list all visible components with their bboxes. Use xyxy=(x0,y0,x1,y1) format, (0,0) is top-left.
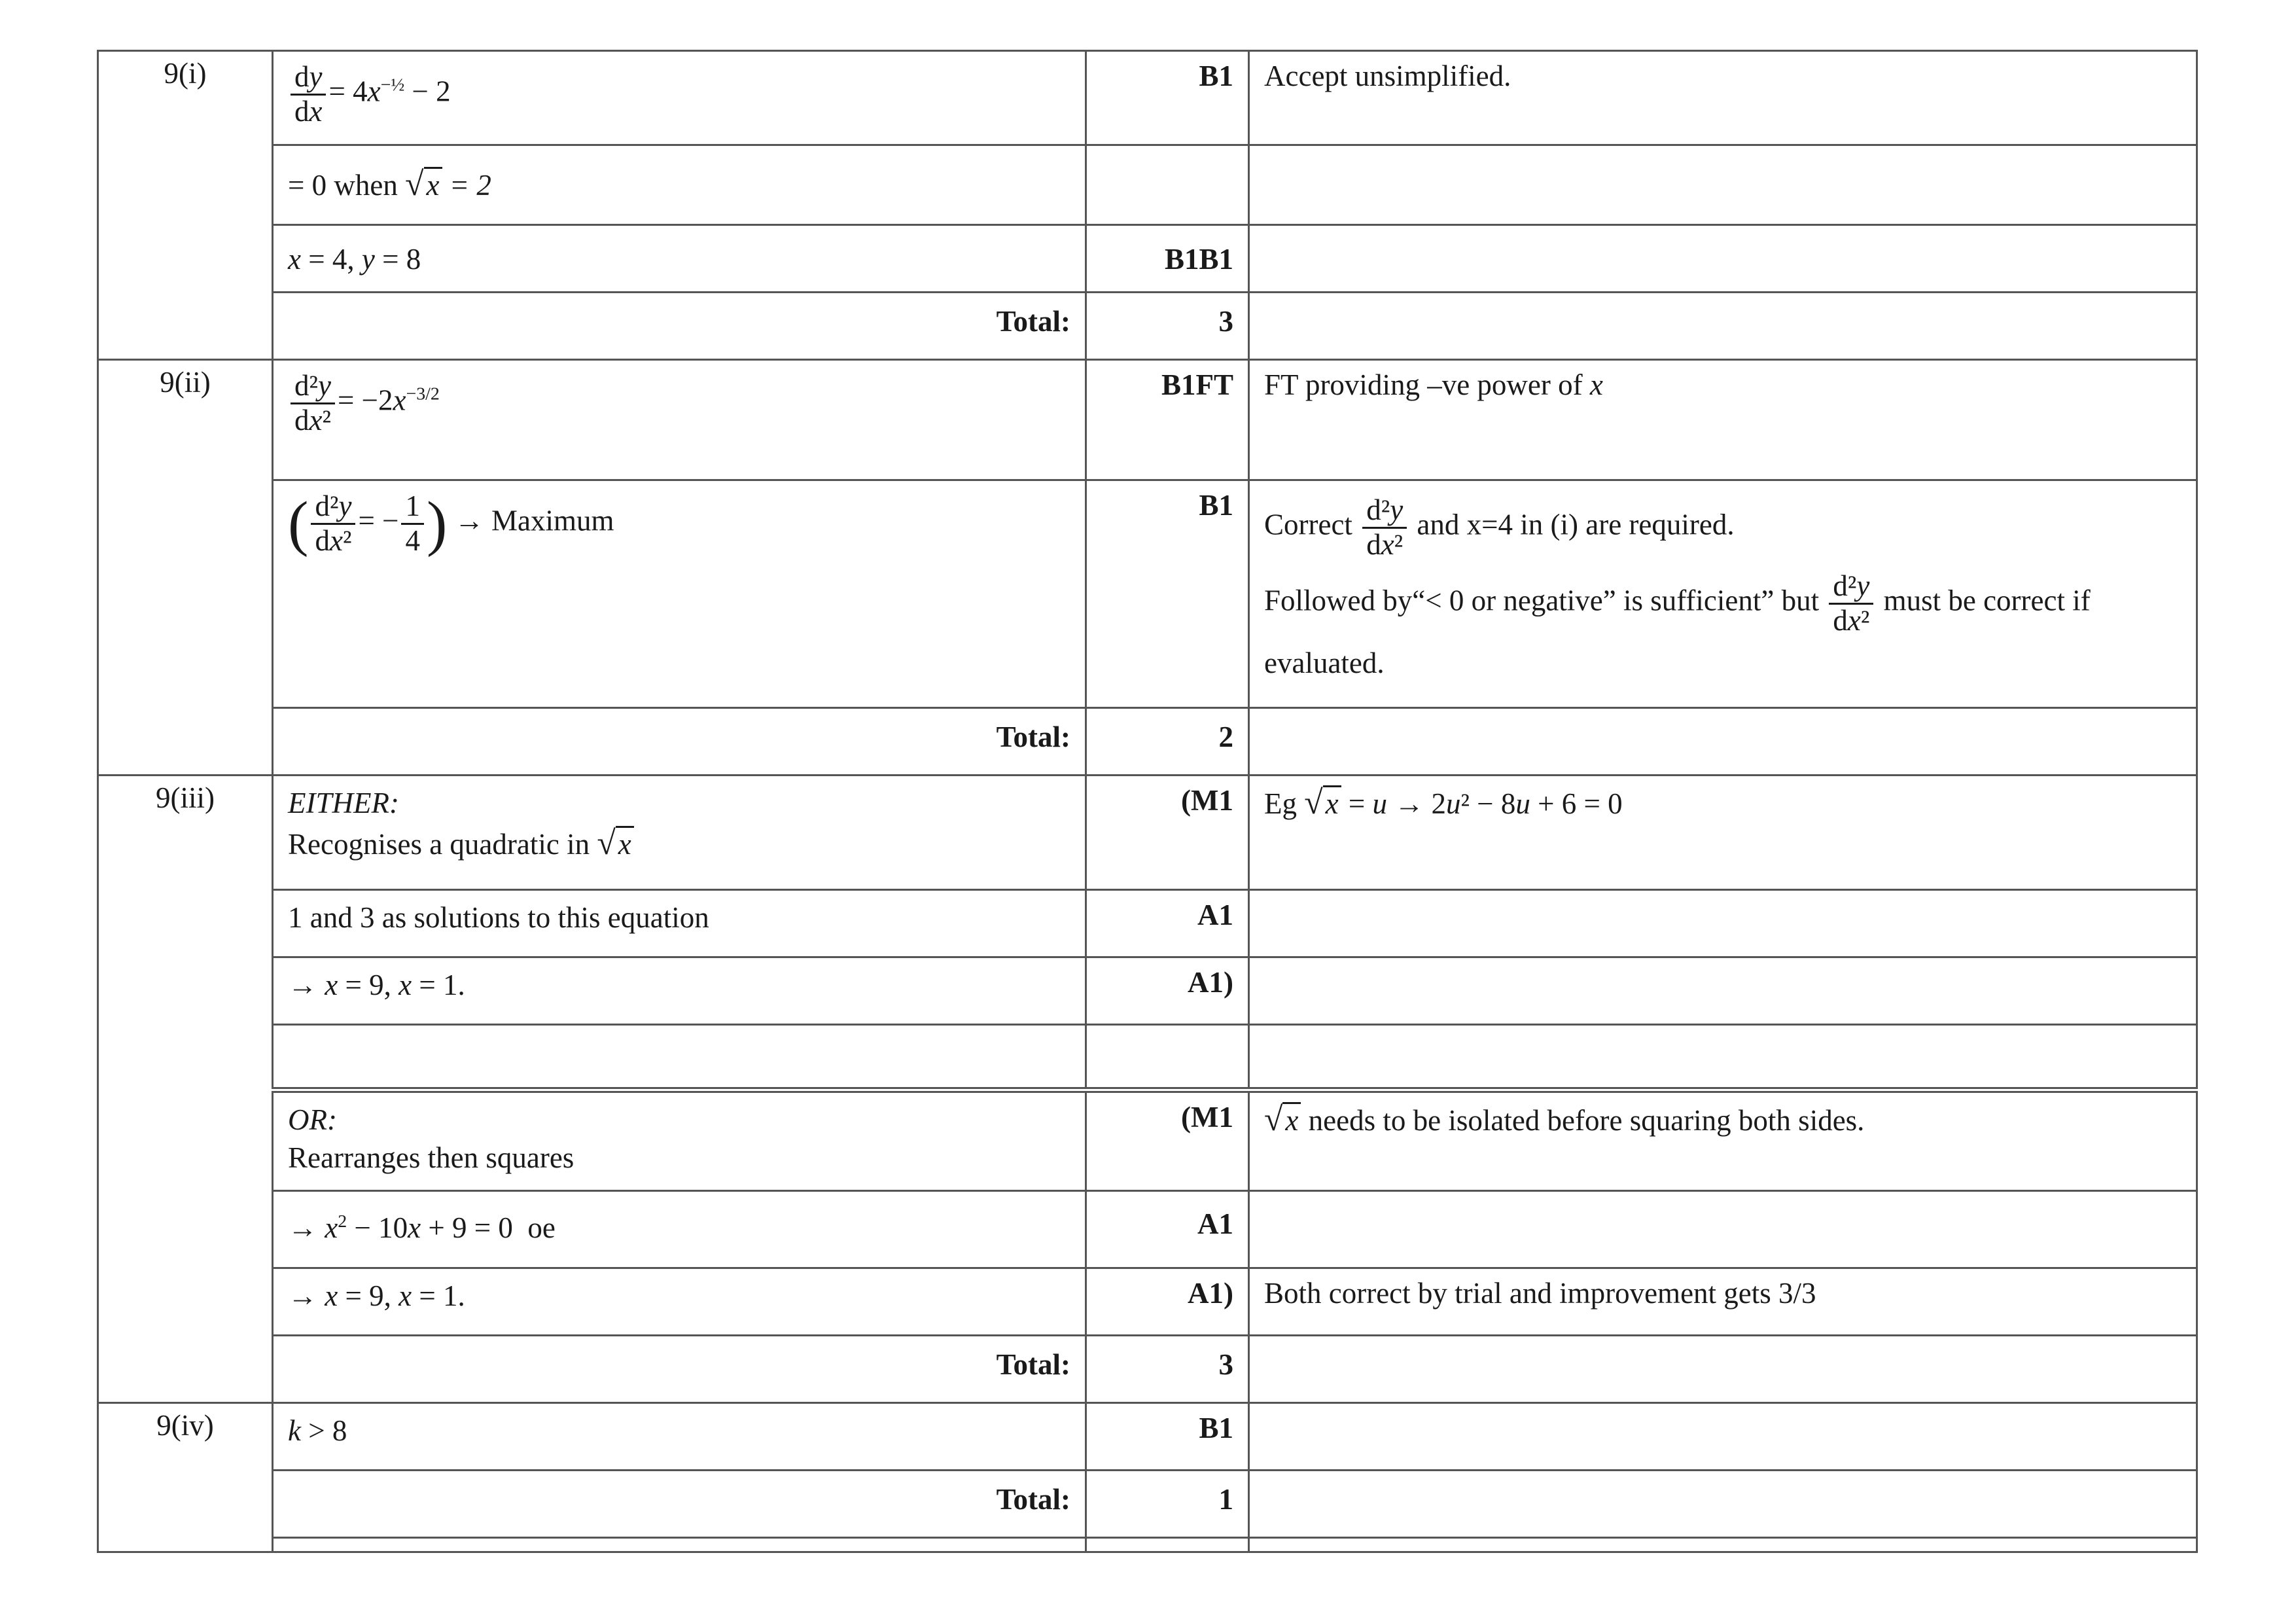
answer-cell: x = 4, y = 8 xyxy=(273,225,1086,293)
mark-scheme-table xyxy=(97,50,2198,1553)
guidance-cell xyxy=(1249,708,2197,776)
mark-cell xyxy=(1086,1538,1249,1552)
guidance-cell xyxy=(1249,293,2197,360)
guidance-cell xyxy=(1249,1336,2197,1403)
total-row xyxy=(98,293,2197,360)
answer-cell: → $x^2 - 10x + 9 = 0$ oe xyxy=(273,1191,1086,1268)
total-value: 1 xyxy=(1086,1471,1249,1538)
answer-cell: → x = 9, x = 1. xyxy=(273,957,1086,1025)
mark-cell: (M1 xyxy=(1086,776,1249,890)
answer-cell: → x = 9, x = 1. xyxy=(273,1268,1086,1336)
total-row xyxy=(98,1336,2197,1403)
table-row xyxy=(98,360,2197,480)
answer-cell xyxy=(273,1538,1086,1552)
guidance-cell: Both correct by trial and improvement gets 3/3 xyxy=(1249,1268,2197,1336)
guidance-cell xyxy=(1249,225,2197,293)
question-label: 9(iii) xyxy=(98,776,273,1403)
table-row xyxy=(98,51,2197,145)
total-value: 3 xyxy=(1086,1336,1249,1403)
guidance-cell: FT providing –ve power of x xyxy=(1249,360,2197,480)
mark-cell xyxy=(1086,1025,1249,1090)
answer-cell: $\frac{dy}{dx}$ = $4x^{-\frac{1}{2}} - 2$ xyxy=(273,51,1086,145)
square-root: √x xyxy=(597,823,633,864)
mark-scheme-sheet xyxy=(97,50,2196,1553)
table-row xyxy=(98,145,2197,225)
question-label: 9(i) xyxy=(98,51,273,360)
mark-cell xyxy=(1086,145,1249,225)
guidance-cell xyxy=(1249,1191,2197,1268)
answer-cell: ( $\frac{\text{d²y}}{\text{dx²}}$ = − $\frac{1}{4}$ ) → Maximum xyxy=(273,480,1086,708)
total-row xyxy=(98,708,2197,776)
mark-cell: B1FT xyxy=(1086,360,1249,480)
table-row xyxy=(98,1090,2197,1191)
guidance-cell xyxy=(1249,1403,2197,1471)
total-value: 3 xyxy=(1086,293,1249,360)
total-label: Total: xyxy=(273,708,1086,776)
total-label: Total: xyxy=(273,293,1086,360)
guidance-cell xyxy=(1249,957,2197,1025)
guidance-cell xyxy=(1249,1471,2197,1538)
question-label: 9(iv) xyxy=(98,1403,273,1552)
table-row xyxy=(98,957,2197,1025)
answer-cell: $\frac{\text{d²y}}{\text{dx²}}$ = $-2x^{-3/2}$ xyxy=(273,360,1086,480)
answer-cell: = 0 when √x = 2 xyxy=(273,145,1086,225)
question-label: 9(ii) xyxy=(98,360,273,776)
mark-cell: A1 xyxy=(1086,890,1249,957)
table-row xyxy=(98,480,2197,708)
table-row xyxy=(98,1025,2197,1090)
mark-cell: B1 xyxy=(1086,480,1249,708)
table-row xyxy=(98,890,2197,957)
mark-cell: B1 xyxy=(1086,1403,1249,1471)
answer-cell: 1 and 3 as solutions to this equation xyxy=(273,890,1086,957)
answer-cell xyxy=(273,1025,1086,1090)
table-row xyxy=(98,1538,2197,1552)
guidance-cell xyxy=(1249,890,2197,957)
guidance-cell: Accept unsimplified. xyxy=(1249,51,2197,145)
guidance-cell: Correct $\frac{\text{d²y}}{\text{dx²}}$ and x=4 in (i) are required. Followed by“< 0 or negative” is sufficient” but $\frac{\text{d²y}}{\text{dx²}}$ must be correct if evaluated. xyxy=(1249,480,2197,708)
guidance-cell xyxy=(1249,1025,2197,1090)
answer-cell: EITHER: Recognises a quadratic in √x xyxy=(273,776,1086,890)
table-row xyxy=(98,1191,2197,1268)
mark-cell: A1) xyxy=(1086,1268,1249,1336)
mark-cell: A1) xyxy=(1086,957,1249,1025)
guidance-cell: Eg √x = u → 2u² − 8u + 6 = 0 xyxy=(1249,776,2197,890)
square-root: √x xyxy=(1264,1099,1301,1140)
total-label: Total: xyxy=(273,1336,1086,1403)
total-label: Total: xyxy=(273,1471,1086,1538)
guidance-cell xyxy=(1249,1538,2197,1552)
table-row xyxy=(98,1403,2197,1471)
table-row xyxy=(98,776,2197,890)
guidance-cell xyxy=(1249,145,2197,225)
mark-cell: B1B1 xyxy=(1086,225,1249,293)
table-row xyxy=(98,225,2197,293)
guidance-cell: √x needs to be isolated before squaring both sides. xyxy=(1249,1090,2197,1191)
answer-cell: OR: Rearranges then squares xyxy=(273,1090,1086,1191)
total-row xyxy=(98,1471,2197,1538)
total-value: 2 xyxy=(1086,708,1249,776)
mark-cell: B1 xyxy=(1086,51,1249,145)
mark-cell: A1 xyxy=(1086,1191,1249,1268)
square-root: √x xyxy=(1304,783,1341,823)
mark-cell: (M1 xyxy=(1086,1090,1249,1191)
table-row xyxy=(98,1268,2197,1336)
square-root: √x xyxy=(405,164,442,205)
answer-cell: k > 8 xyxy=(273,1403,1086,1471)
